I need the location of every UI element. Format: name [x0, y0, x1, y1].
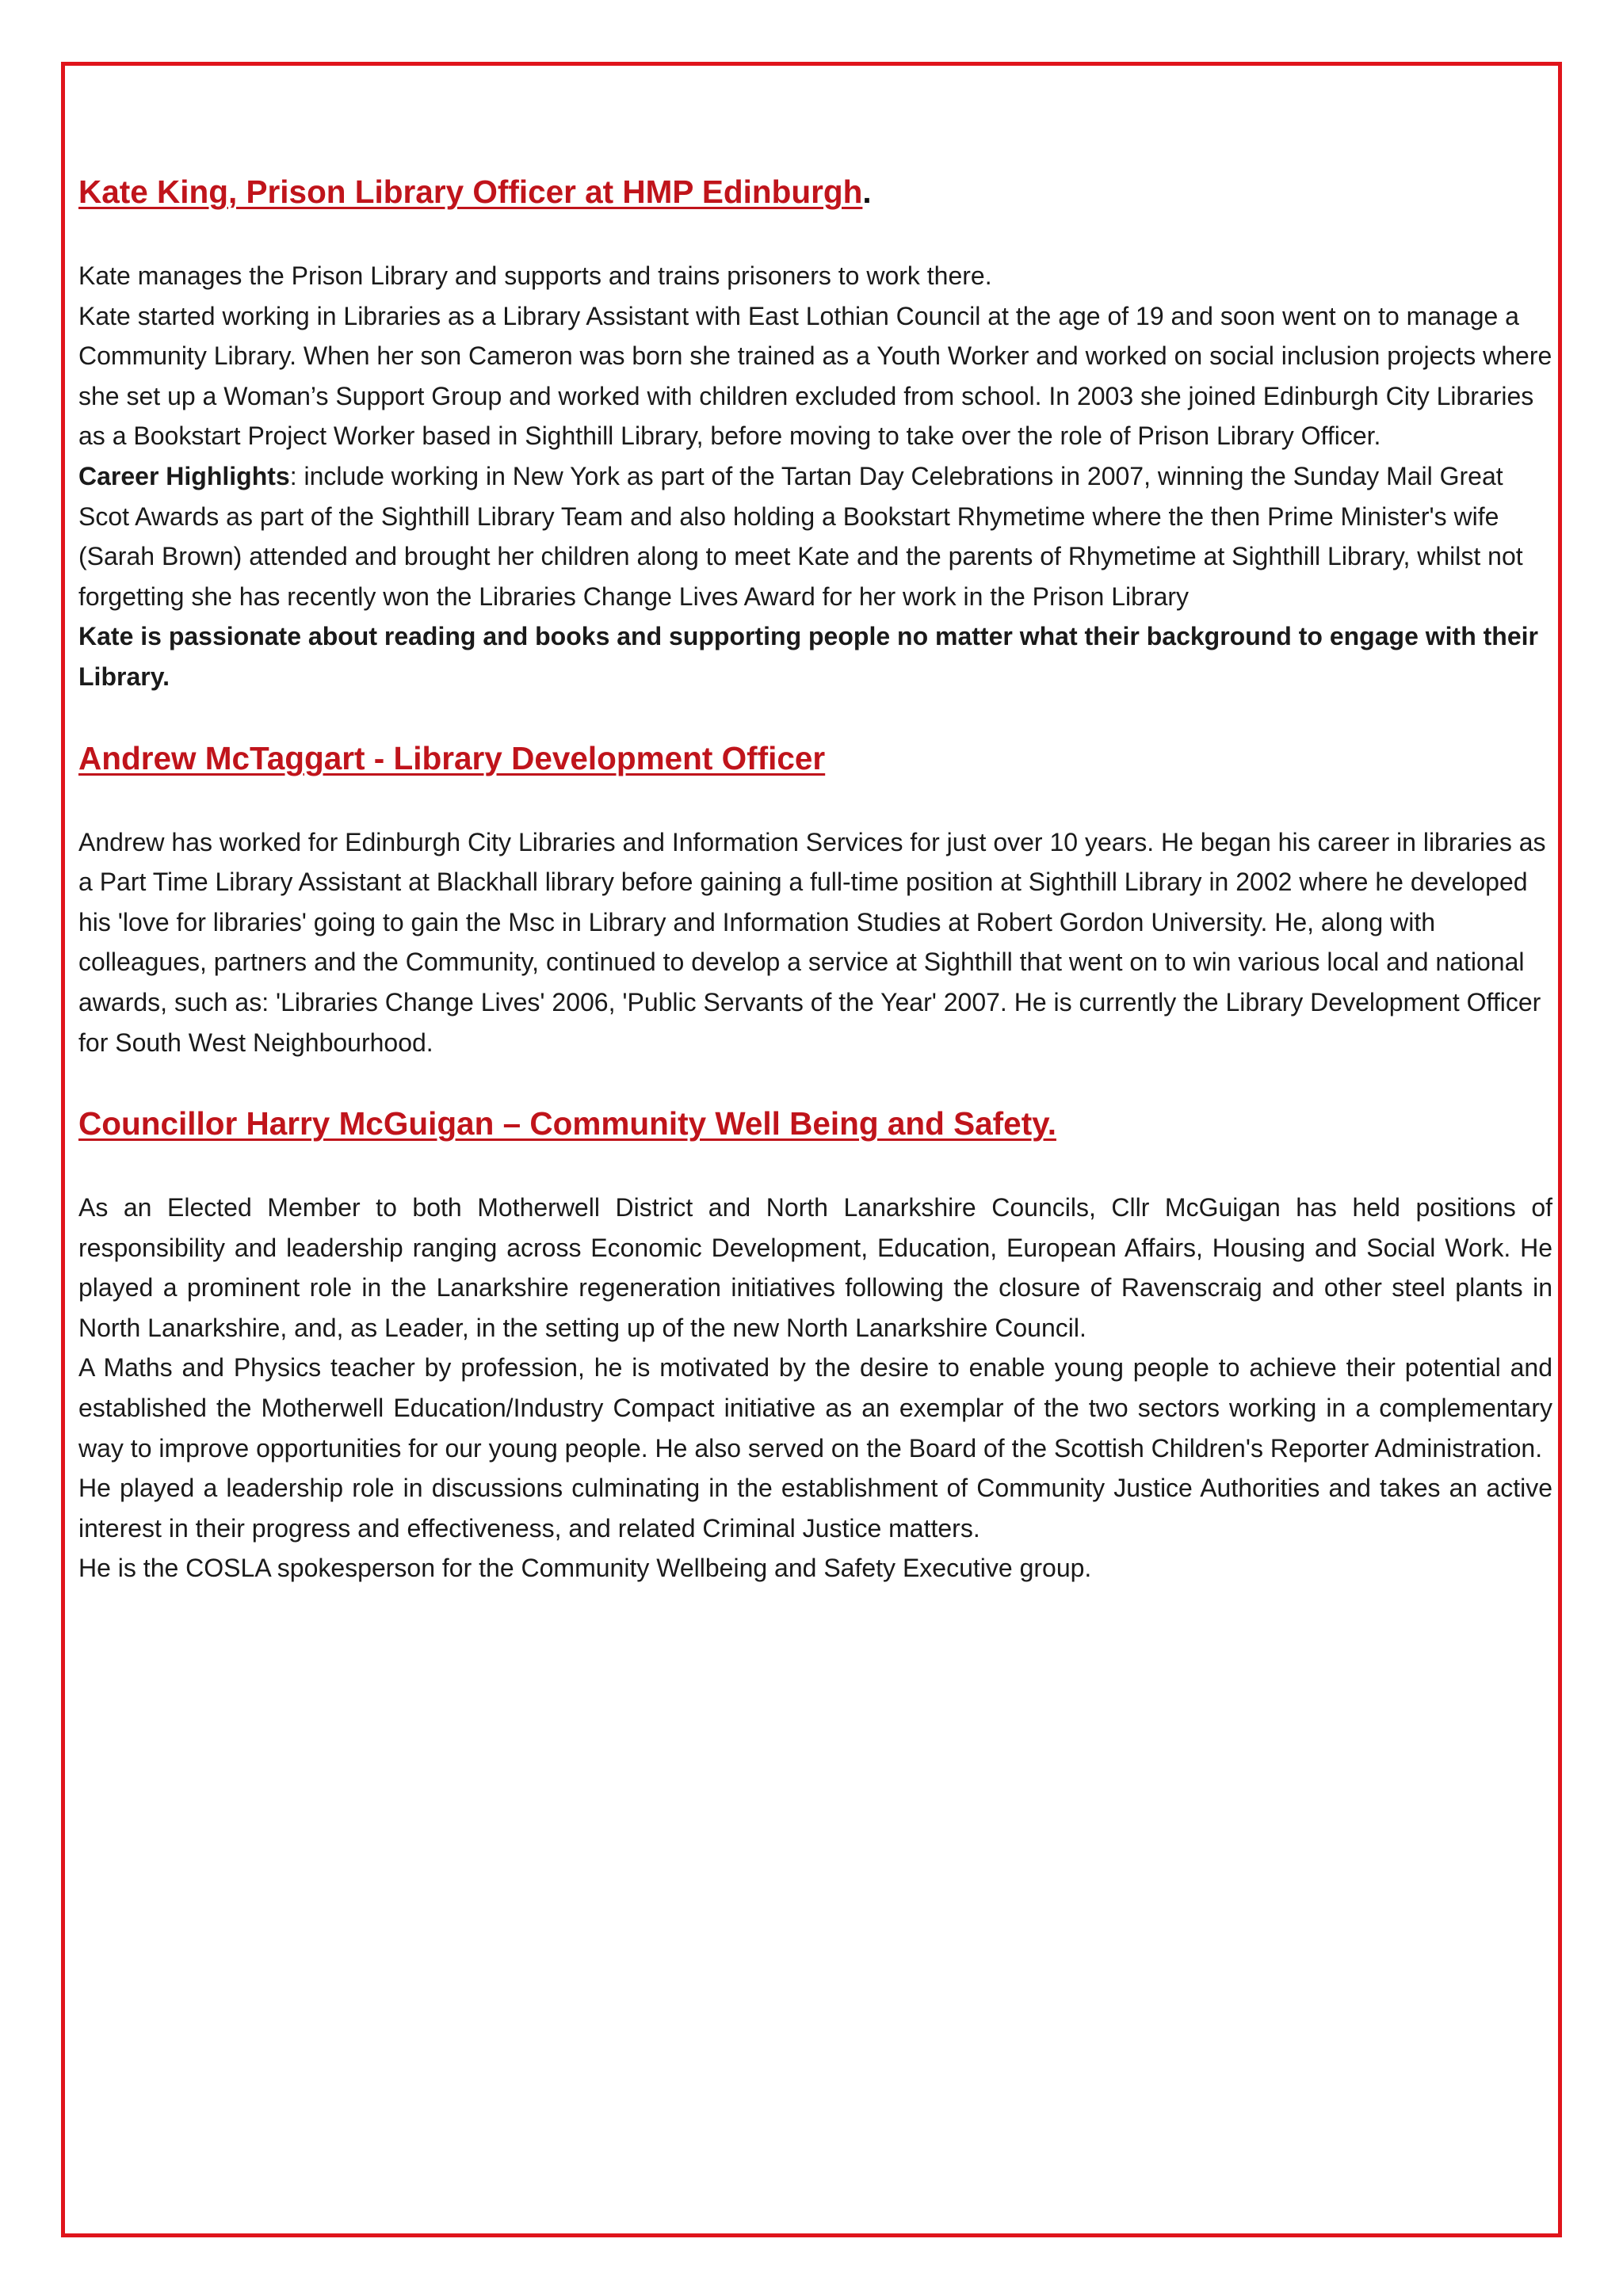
career-highlights-text: : include working in New York as part of the Tartan Day Celebrations in 2007, winning the Sunday Mail Great Scot Awards as part of the Sighthill Library Team and also holding a Bookstart Rhymetime where the then Prime Minister's wife (Sarah Brown) attended and brought her children along to meet Kate and the parents of Rhymetime at Sighthill Library, whilst not forgetting she has recently won the Libraries Change Lives Award for her work in the Prison Library [78, 461, 1523, 611]
kate-paragraph-2: Kate started working in Libraries as a Library Assistant with East Lothian Council at the age of 19 and soon went on to manage a Community Library. When her son Cameron was born she trained as a Youth Worker and worked on social inclusion projects where she set up a Woman’s Support Group and worked with children excluded from school. In 2003 she joined Edinburgh City Libraries as a Bookstart Project Worker based in Sighthill Library, before moving to take over the role of Prison Library Officer. [78, 301, 1552, 451]
section-andrew-mctaggart [78, 737, 1552, 1063]
kate-highlights [78, 456, 1552, 616]
andrew-bio [78, 822, 1552, 1063]
heading-harry-mcguigan [78, 1102, 1552, 1145]
section-harry-mcguigan [78, 1102, 1552, 1589]
harry-bio [78, 1188, 1552, 1589]
harry-paragraph-2: A Maths and Physics teacher by profession, he is motivated by the desire to enable young people to achieve their potential and established the Motherwell Education/Industry Compact initiative as an exemplar of the two sectors working in a complementary way to improve opportunities for our young people. He also served on the Board of the Scottish Children's Reporter Administration. [78, 1353, 1552, 1463]
heading-kate-king-link[interactable]: Kate King, Prison Library Officer at HMP Edinburgh [78, 174, 863, 210]
kate-closing [78, 616, 1552, 696]
heading-kate-king [78, 170, 1552, 213]
section-kate-king [78, 170, 1552, 697]
harry-paragraph-1: As an Elected Member to both Motherwell District and North Lanarkshire Councils, Cllr McGuigan has held positions of responsibility and leadership ranging across Economic Development, Education, European Affairs, Housing and Social Work. He played a prominent role in the Lanarkshire regeneration initiatives following the closure of Ravenscraig and other steel plants in North Lanarkshire, and, as Leader, in the setting up of the new North Lanarkshire Council. [78, 1193, 1552, 1342]
kate-paragraph-1: Kate manages the Prison Library and supports and trains prisoners to work there. [78, 261, 992, 290]
heading-andrew-mctaggart [78, 737, 1552, 780]
harry-paragraph-4: He is the COSLA spokesperson for the Community Wellbeing and Safety Executive group. [78, 1554, 1092, 1583]
career-highlights-label: Career Highlights [78, 461, 290, 490]
kate-bio [78, 256, 1552, 697]
andrew-paragraph-1: Andrew has worked for Edinburgh City Libraries and Information Services for just over 10 years. He began his career in libraries as a Part Time Library Assistant at Blackhall library before gaining a full-time position at Sighthill Library in 2002 where he developed his 'love for libraries' going to gain the Msc in Library and Information Studies at Robert Gordon University. He, along with colleagues, partners and the Community, continued to develop a service at Sighthill that went on to win various local and national awards, such as: 'Libraries Change Lives' 2006, 'Public Servants of the Year' 2007. He is currently the Library Development Officer for South West Neighbourhood. [78, 827, 1546, 1057]
heading-andrew-mctaggart-link[interactable]: Andrew McTaggart - Library Development Officer [78, 739, 826, 776]
document-content [78, 170, 1552, 1589]
heading-period: . [862, 174, 872, 210]
heading-harry-mcguigan-link[interactable]: Councillor Harry McGuigan – Community Well Being and Safety. [78, 1105, 1056, 1142]
kate-closing-text: Kate is passionate about reading and books and supporting people no matter what their background to engage with their Library. [78, 622, 1538, 691]
harry-paragraph-3: He played a leadership role in discussions culminating in the establishment of Community Justice Authorities and takes an active interest in their progress and effectiveness, and related Criminal Justice matters. [78, 1474, 1552, 1543]
